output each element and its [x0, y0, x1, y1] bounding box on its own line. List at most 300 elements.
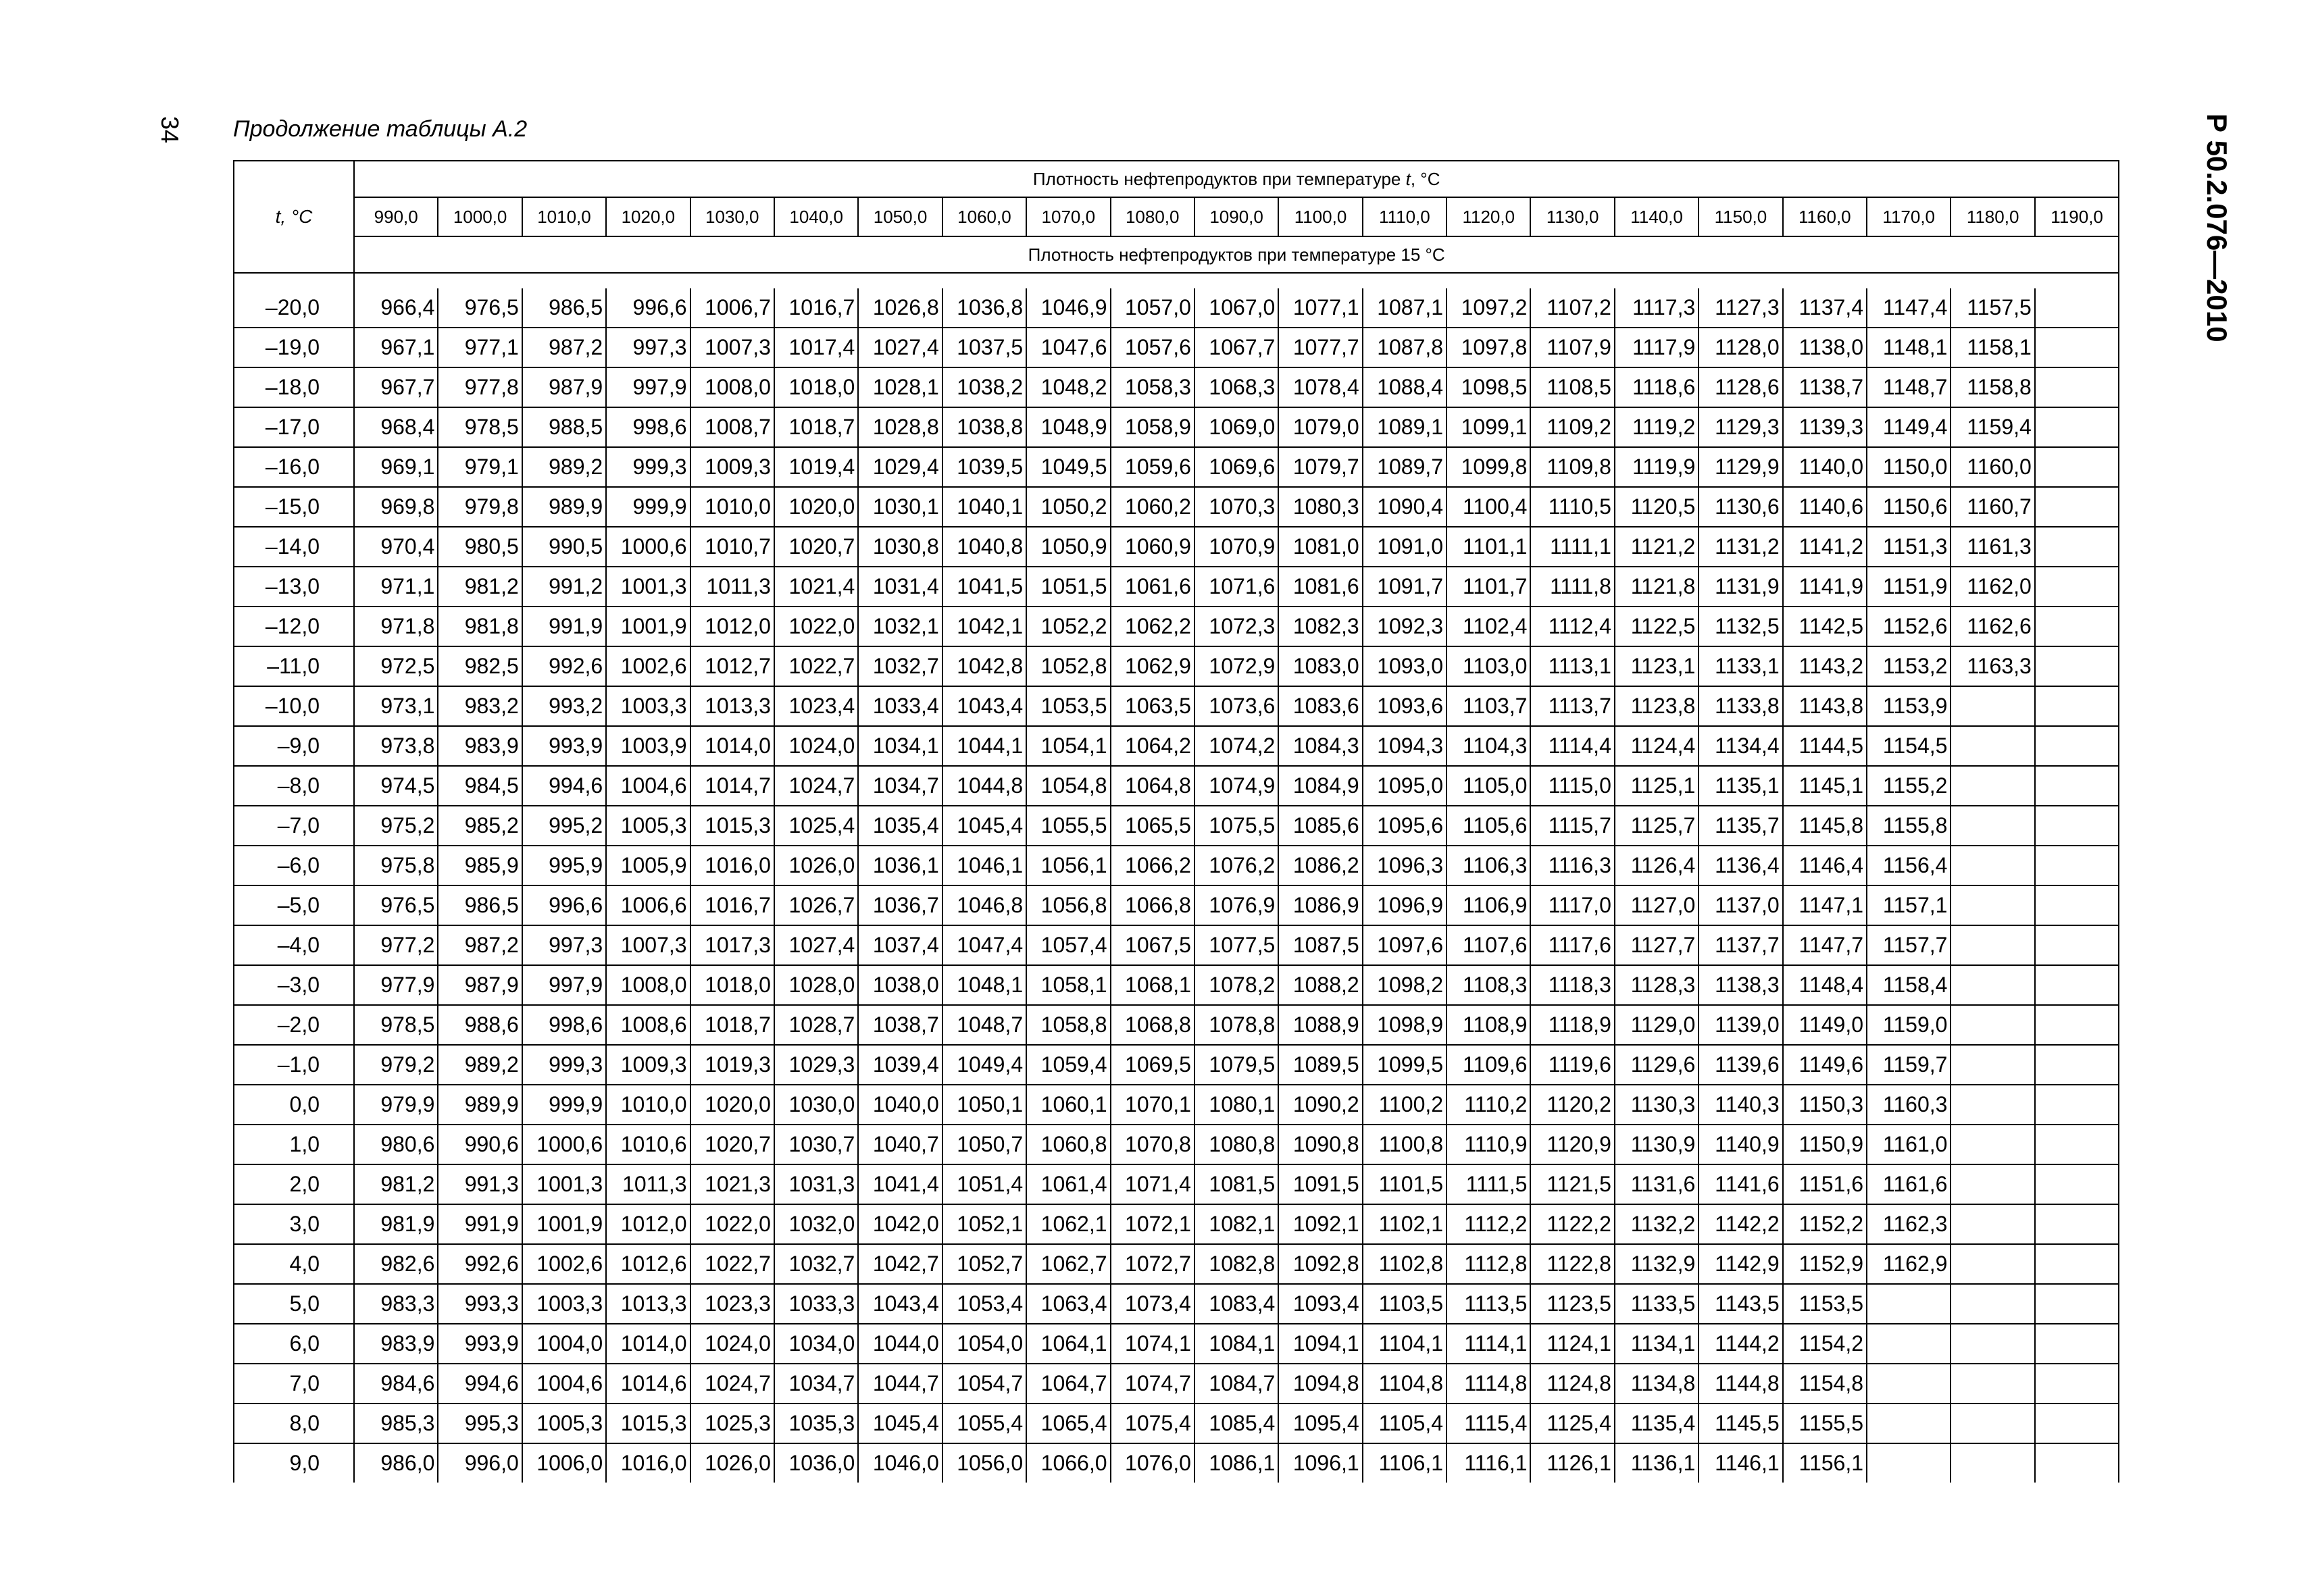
density-value-cell: 974,5 [354, 766, 438, 806]
density-value-cell [1867, 1364, 1951, 1404]
density-value-cell: 981,9 [354, 1204, 438, 1244]
density-value-cell: 1005,3 [606, 806, 690, 846]
density-value-cell: 1054,8 [1026, 766, 1110, 806]
density-value-cell: 1050,7 [942, 1125, 1026, 1164]
density-value-cell: 1125,4 [1530, 1404, 1614, 1443]
density-value-cell: 1047,6 [1026, 328, 1110, 367]
density-value-cell: 1130,3 [1615, 1085, 1699, 1125]
density-value-cell: 1160,3 [1867, 1085, 1951, 1125]
density-value-cell: 1133,8 [1699, 686, 1782, 726]
density-value-cell: 1124,1 [1530, 1324, 1614, 1364]
density-value-cell: 1018,0 [690, 965, 774, 1005]
density-value-cell: 1018,0 [774, 367, 858, 407]
density-value-cell: 981,2 [354, 1164, 438, 1204]
density-value-cell [2035, 527, 2119, 567]
density-value-cell: 1148,7 [1867, 367, 1951, 407]
table-row [234, 766, 2119, 806]
density-value-cell: 1158,8 [1951, 367, 2034, 407]
density-value-cell [1951, 885, 2034, 925]
density-value-cell: 1153,5 [1783, 1284, 1867, 1324]
density-value-cell [1951, 686, 2034, 726]
density-value-cell: 1112,4 [1530, 607, 1614, 646]
density-value-cell: 1114,8 [1447, 1364, 1530, 1404]
density-value-cell: 998,6 [522, 1005, 606, 1045]
density-value-cell: 1021,3 [690, 1164, 774, 1204]
density-value-cell: 980,6 [354, 1125, 438, 1164]
density-value-cell: 1111,8 [1530, 567, 1614, 607]
density-value-cell [2035, 885, 2119, 925]
density-value-cell: 1094,3 [1363, 726, 1447, 766]
density-value-cell: 979,8 [438, 487, 522, 527]
density-value-cell: 1011,3 [690, 567, 774, 607]
density-value-cell: 1161,0 [1867, 1125, 1951, 1164]
density-value-cell: 989,2 [522, 447, 606, 487]
density-value-cell: 1062,1 [1026, 1204, 1110, 1244]
density-value-cell: 1151,6 [1783, 1164, 1867, 1204]
density-value-cell: 1000,6 [606, 527, 690, 567]
density-value-cell: 973,1 [354, 686, 438, 726]
density-value-cell: 1097,6 [1363, 925, 1447, 965]
density-value-cell: 1032,7 [774, 1244, 858, 1284]
density-value-cell: 1145,1 [1783, 766, 1867, 806]
density-value-cell: 1065,4 [1026, 1404, 1110, 1443]
density-value-cell: 987,9 [522, 367, 606, 407]
density-value-cell: 1002,6 [522, 1244, 606, 1284]
density-value-cell: 979,2 [354, 1045, 438, 1085]
density-value-cell: 981,2 [438, 567, 522, 607]
density-value-cell: 1022,7 [774, 646, 858, 686]
density-value-cell: 1153,9 [1867, 686, 1951, 726]
density-value-cell: 986,5 [438, 885, 522, 925]
density-value-cell: 1053,4 [942, 1284, 1026, 1324]
density-value-cell: 1140,0 [1783, 447, 1867, 487]
density-value-cell: 1077,5 [1194, 925, 1278, 965]
density-value-cell: 1052,2 [1026, 607, 1110, 646]
density-value-cell: 1159,0 [1867, 1005, 1951, 1045]
density-value-cell: 1028,1 [858, 367, 942, 407]
density-value-cell: 1117,9 [1615, 328, 1699, 367]
density-value-cell: 1088,4 [1363, 367, 1447, 407]
density-value-cell: 1046,9 [1026, 288, 1110, 328]
density-value-cell: 997,3 [522, 925, 606, 965]
table-row [234, 806, 2119, 846]
density-value-cell: 983,3 [354, 1284, 438, 1324]
density-value-cell: 1079,5 [1194, 1045, 1278, 1085]
density-value-cell: 1036,8 [942, 288, 1026, 328]
density-value-cell: 1129,9 [1699, 447, 1782, 487]
table-row [234, 607, 2119, 646]
density-value-cell: 1130,6 [1699, 487, 1782, 527]
density-value-cell: 1132,9 [1615, 1244, 1699, 1284]
table-row [234, 288, 2119, 328]
density-value-cell: 1113,1 [1530, 646, 1614, 686]
density-value-cell: 1105,4 [1363, 1404, 1447, 1443]
temperature-cell: –19,0 [234, 328, 354, 367]
density-value-cell: 1001,3 [606, 567, 690, 607]
density-header-row [234, 197, 2119, 236]
density-value-cell: 1142,2 [1699, 1204, 1782, 1244]
density-value-cell: 1066,8 [1111, 885, 1194, 925]
density-value-cell: 1092,3 [1363, 607, 1447, 646]
density-value-cell: 988,6 [438, 1005, 522, 1045]
density-value-cell: 1049,5 [1026, 447, 1110, 487]
density-value-cell: 1026,7 [774, 885, 858, 925]
density-value-cell: 1083,4 [1194, 1284, 1278, 1324]
density-value-cell: 1127,7 [1615, 925, 1699, 965]
density-value-cell: 1019,4 [774, 447, 858, 487]
density-value-cell: 1070,9 [1194, 527, 1278, 567]
temperature-cell: 0,0 [234, 1085, 354, 1125]
density-value-cell: 1124,8 [1530, 1364, 1614, 1404]
density-value-cell: 1072,9 [1194, 646, 1278, 686]
density-value-cell: 1120,9 [1530, 1125, 1614, 1164]
density-value-cell: 979,1 [438, 447, 522, 487]
density-value-cell: 1091,7 [1363, 567, 1447, 607]
temperature-cell: 8,0 [234, 1404, 354, 1443]
density-value-cell: 1111,1 [1530, 527, 1614, 567]
density-value-cell: 1070,1 [1111, 1085, 1194, 1125]
density-header-cell: 990,0 [354, 197, 438, 236]
table-row [234, 447, 2119, 487]
density-value-cell: 1156,1 [1783, 1443, 1867, 1483]
density-value-cell: 1095,0 [1363, 766, 1447, 806]
density-value-cell: 1103,7 [1447, 686, 1530, 726]
density-value-cell: 1134,8 [1615, 1364, 1699, 1404]
density-value-cell: 1072,1 [1111, 1204, 1194, 1244]
density-value-cell: 1035,4 [858, 806, 942, 846]
density-value-cell: 1049,4 [942, 1045, 1026, 1085]
table-row [234, 1244, 2119, 1284]
density-value-cell: 1121,8 [1615, 567, 1699, 607]
density-value-cell: 1116,1 [1447, 1443, 1530, 1483]
density-value-cell: 1150,0 [1867, 447, 1951, 487]
density-value-cell: 1142,5 [1783, 607, 1867, 646]
density-header-cell: 1100,0 [1278, 197, 1362, 236]
density-value-cell: 983,9 [438, 726, 522, 766]
density-value-cell: 1159,7 [1867, 1045, 1951, 1085]
density-value-cell: 986,5 [522, 288, 606, 328]
density-value-cell: 1067,5 [1111, 925, 1194, 965]
temperature-cell: –11,0 [234, 646, 354, 686]
density-header-cell: 1120,0 [1447, 197, 1530, 236]
density-value-cell: 1098,9 [1363, 1005, 1447, 1045]
density-value-cell: 1052,1 [942, 1204, 1026, 1244]
density-value-cell: 1001,3 [522, 1164, 606, 1204]
density-value-cell: 1098,5 [1447, 367, 1530, 407]
density-value-cell: 990,5 [522, 527, 606, 567]
density-value-cell: 1148,4 [1783, 965, 1867, 1005]
density-value-cell: 999,9 [522, 1085, 606, 1125]
density-value-cell: 996,0 [438, 1443, 522, 1483]
density-value-cell: 1062,9 [1111, 646, 1194, 686]
density-value-cell: 1101,1 [1447, 527, 1530, 567]
table-row [234, 328, 2119, 367]
density-value-cell: 1080,8 [1194, 1125, 1278, 1164]
density-value-cell: 1057,4 [1026, 925, 1110, 965]
table-row [234, 407, 2119, 447]
density-header-cell: 1180,0 [1951, 197, 2034, 236]
density-value-cell: 1149,0 [1783, 1005, 1867, 1045]
density-value-cell: 993,3 [438, 1284, 522, 1324]
density-value-cell: 1094,1 [1278, 1324, 1362, 1364]
density-value-cell: 1120,2 [1530, 1085, 1614, 1125]
density-value-cell: 1146,4 [1783, 846, 1867, 885]
density-value-cell: 1069,0 [1194, 407, 1278, 447]
density-value-cell: 1084,7 [1194, 1364, 1278, 1404]
density-value-cell: 1052,8 [1026, 646, 1110, 686]
density-value-cell: 1086,1 [1194, 1443, 1278, 1483]
temperature-cell: 5,0 [234, 1284, 354, 1324]
density-value-cell: 1074,1 [1111, 1324, 1194, 1364]
density-value-cell: 1138,0 [1783, 328, 1867, 367]
density-value-cell: 1134,4 [1699, 726, 1782, 766]
density-value-cell: 1129,6 [1615, 1045, 1699, 1085]
density-value-cell: 991,9 [438, 1204, 522, 1244]
density-value-cell: 1117,0 [1530, 885, 1614, 925]
density-value-cell: 1083,6 [1278, 686, 1362, 726]
density-value-cell [1951, 806, 2034, 846]
density-value-cell: 1136,1 [1615, 1443, 1699, 1483]
density-value-cell: 1093,4 [1278, 1284, 1362, 1324]
density-value-cell: 989,2 [438, 1045, 522, 1085]
density-value-cell: 987,2 [438, 925, 522, 965]
density-value-cell: 1035,3 [774, 1404, 858, 1443]
density-value-cell: 1128,0 [1699, 328, 1782, 367]
density-value-cell: 1061,4 [1026, 1164, 1110, 1204]
density-value-cell: 1152,2 [1783, 1204, 1867, 1244]
density-value-cell: 1014,6 [606, 1364, 690, 1404]
density-value-cell: 1057,0 [1111, 288, 1194, 328]
density-value-cell: 1073,4 [1111, 1284, 1194, 1324]
density-header-cell: 1060,0 [942, 197, 1026, 236]
density-value-cell: 1068,3 [1194, 367, 1278, 407]
density-value-cell: 1141,2 [1783, 527, 1867, 567]
density-value-cell: 1128,3 [1615, 965, 1699, 1005]
density-value-cell: 1030,8 [858, 527, 942, 567]
density-value-cell: 1014,0 [606, 1324, 690, 1364]
density-value-cell: 1114,1 [1447, 1324, 1530, 1364]
density-value-cell: 1052,7 [942, 1244, 1026, 1284]
density-value-cell: 1101,7 [1447, 567, 1530, 607]
density-value-cell: 973,8 [354, 726, 438, 766]
density-value-cell: 997,9 [606, 367, 690, 407]
density-value-cell: 1041,5 [942, 567, 1026, 607]
density-value-cell: 1033,3 [774, 1284, 858, 1324]
temperature-cell: –18,0 [234, 367, 354, 407]
temperature-cell: –17,0 [234, 407, 354, 447]
density-value-cell: 1069,5 [1111, 1045, 1194, 1085]
density-value-cell: 1121,5 [1530, 1164, 1614, 1204]
density-value-cell: 1050,1 [942, 1085, 1026, 1125]
density-header-cell: 1090,0 [1194, 197, 1278, 236]
density-value-cell: 1087,5 [1278, 925, 1362, 965]
density-value-cell: 1100,8 [1363, 1125, 1447, 1164]
density-value-cell: 1004,6 [522, 1364, 606, 1404]
density-value-cell: 1157,1 [1867, 885, 1951, 925]
density-value-cell: 1034,0 [774, 1324, 858, 1364]
density-value-cell: 1149,4 [1867, 407, 1951, 447]
density-value-cell: 975,2 [354, 806, 438, 846]
density-value-cell: 1144,5 [1783, 726, 1867, 766]
density-value-cell [1951, 965, 2034, 1005]
density-value-cell: 967,1 [354, 328, 438, 367]
density-value-cell: 1122,2 [1530, 1204, 1614, 1244]
density-header-cell: 1000,0 [438, 197, 522, 236]
density-value-cell: 987,9 [438, 965, 522, 1005]
density-value-cell: 1146,1 [1699, 1443, 1782, 1483]
table-row [234, 1045, 2119, 1085]
density-value-cell: 1014,0 [690, 726, 774, 766]
density-value-cell: 1155,8 [1867, 806, 1951, 846]
density-value-cell [1951, 1085, 2034, 1125]
density-value-cell: 1064,7 [1026, 1364, 1110, 1404]
density-value-cell: 1069,6 [1194, 447, 1278, 487]
temperature-cell: –6,0 [234, 846, 354, 885]
density-value-cell: 1096,9 [1363, 885, 1447, 925]
density-value-cell: 1091,0 [1363, 527, 1447, 567]
density-value-cell: 1115,7 [1530, 806, 1614, 846]
density-value-cell: 1011,3 [606, 1164, 690, 1204]
density-value-cell: 1089,1 [1363, 407, 1447, 447]
density-value-cell: 1010,6 [606, 1125, 690, 1164]
density-value-cell: 1024,7 [690, 1364, 774, 1404]
temperature-cell: 4,0 [234, 1244, 354, 1284]
density-value-cell: 1066,2 [1111, 846, 1194, 885]
density-value-cell: 983,2 [438, 686, 522, 726]
density-value-cell: 1008,0 [606, 965, 690, 1005]
temperature-cell: –14,0 [234, 527, 354, 567]
density-value-cell: 1141,9 [1783, 567, 1867, 607]
density-value-cell: 1135,4 [1615, 1404, 1699, 1443]
table-row [234, 527, 2119, 567]
density-value-cell: 1134,1 [1615, 1324, 1699, 1364]
density-value-cell: 1121,2 [1615, 527, 1699, 567]
density-value-cell: 1151,9 [1867, 567, 1951, 607]
density-value-cell [1951, 1284, 2034, 1324]
density-value-cell: 1093,6 [1363, 686, 1447, 726]
density-value-cell: 1032,7 [858, 646, 942, 686]
density-value-cell: 1040,7 [858, 1125, 942, 1164]
density-value-cell: 1009,3 [606, 1045, 690, 1085]
density-value-cell: 1133,5 [1615, 1284, 1699, 1324]
density-value-cell: 1021,4 [774, 567, 858, 607]
temperature-cell: 2,0 [234, 1164, 354, 1204]
density-value-cell: 1084,9 [1278, 766, 1362, 806]
density-table [233, 160, 2119, 1483]
density-header-cell: 1030,0 [690, 197, 774, 236]
density-value-cell: 1102,4 [1447, 607, 1530, 646]
density-value-cell: 1064,1 [1026, 1324, 1110, 1364]
density-value-cell: 1117,6 [1530, 925, 1614, 965]
density-value-cell: 1138,7 [1783, 367, 1867, 407]
density-value-cell: 1129,0 [1615, 1005, 1699, 1045]
density-value-cell: 1063,5 [1111, 686, 1194, 726]
density-value-cell: 1027,4 [774, 925, 858, 965]
density-header-cell: 1020,0 [606, 197, 690, 236]
density-value-cell: 991,3 [438, 1164, 522, 1204]
density-value-cell: 1135,1 [1699, 766, 1782, 806]
density-value-cell: 1014,7 [690, 766, 774, 806]
density-value-cell: 1050,2 [1026, 487, 1110, 527]
density-value-cell: 1118,3 [1530, 965, 1614, 1005]
density-value-cell: 980,5 [438, 527, 522, 567]
density-value-cell [2035, 1085, 2119, 1125]
density-value-cell: 1075,4 [1111, 1404, 1194, 1443]
density-value-cell: 1151,3 [1867, 527, 1951, 567]
density-value-cell: 981,8 [438, 607, 522, 646]
density-value-cell: 1026,0 [690, 1443, 774, 1483]
density-value-cell: 991,2 [522, 567, 606, 607]
density-value-cell: 1029,4 [858, 447, 942, 487]
density-value-cell: 1054,1 [1026, 726, 1110, 766]
table-row [234, 1284, 2119, 1324]
density-value-cell: 1064,8 [1111, 766, 1194, 806]
density-value-cell: 1022,0 [690, 1204, 774, 1244]
density-value-cell [2035, 1204, 2119, 1244]
density-value-cell: 1046,0 [858, 1443, 942, 1483]
temperature-cell: –20,0 [234, 288, 354, 328]
density-value-cell: 1004,6 [606, 766, 690, 806]
density-value-cell: 1003,3 [606, 686, 690, 726]
density-value-cell: 1119,9 [1615, 447, 1699, 487]
density-value-cell: 1113,7 [1530, 686, 1614, 726]
density-value-cell: 1109,6 [1447, 1045, 1530, 1085]
density-value-cell: 1086,2 [1278, 846, 1362, 885]
density-value-cell: 1055,5 [1026, 806, 1110, 846]
density-value-cell: 1022,7 [690, 1244, 774, 1284]
density-value-cell: 1103,5 [1363, 1284, 1447, 1324]
density-value-cell: 1034,7 [858, 766, 942, 806]
table-row [234, 726, 2119, 766]
density-value-cell: 994,6 [438, 1364, 522, 1404]
density-value-cell: 1102,1 [1363, 1204, 1447, 1244]
density-value-cell: 1068,8 [1111, 1005, 1194, 1045]
density-value-cell: 1002,6 [606, 646, 690, 686]
density-value-cell: 1098,2 [1363, 965, 1447, 1005]
density-value-cell: 1061,6 [1111, 567, 1194, 607]
table-row [234, 1204, 2119, 1244]
density-value-cell: 1136,4 [1699, 846, 1782, 885]
density-value-cell: 1038,8 [942, 407, 1026, 447]
density-value-cell [1951, 766, 2034, 806]
density-value-cell: 997,3 [606, 328, 690, 367]
density-value-cell: 1040,0 [858, 1085, 942, 1125]
temperature-column-header: t, °C [234, 161, 354, 273]
table-row [234, 487, 2119, 527]
density-value-cell: 1076,2 [1194, 846, 1278, 885]
density-value-cell: 1150,9 [1783, 1125, 1867, 1164]
density-value-cell: 977,1 [438, 328, 522, 367]
density-value-cell: 1038,7 [858, 1005, 942, 1045]
table-row [234, 1164, 2119, 1204]
density-value-cell: 1006,0 [522, 1443, 606, 1483]
density-value-cell: 1008,0 [690, 367, 774, 407]
density-value-cell: 1161,6 [1867, 1164, 1951, 1204]
density-header-cell: 1040,0 [774, 197, 858, 236]
density-value-cell: 1091,5 [1278, 1164, 1362, 1204]
density-value-cell: 1024,0 [774, 726, 858, 766]
temperature-cell: –5,0 [234, 885, 354, 925]
density-value-cell [2035, 1404, 2119, 1443]
density-value-cell: 1048,9 [1026, 407, 1110, 447]
density-value-cell: 1063,4 [1026, 1284, 1110, 1324]
density-value-cell: 1046,8 [942, 885, 1026, 925]
density-value-cell: 1099,8 [1447, 447, 1530, 487]
density-value-cell: 1060,2 [1111, 487, 1194, 527]
density-value-cell: 1092,1 [1278, 1204, 1362, 1244]
density-value-cell: 1039,5 [942, 447, 1026, 487]
density-value-cell: 1125,1 [1615, 766, 1699, 806]
